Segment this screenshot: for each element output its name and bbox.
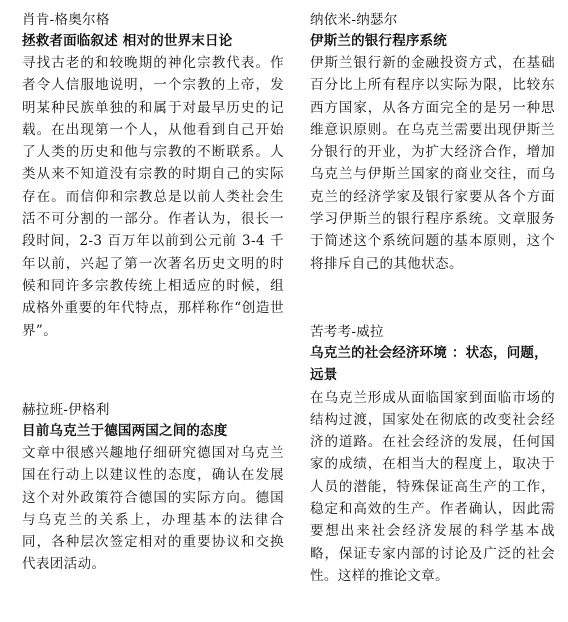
- article-author: 赫拉班-伊格利: [22, 402, 110, 418]
- article-title: 伊斯兰的银行程序系统: [310, 33, 447, 49]
- article: [22, 10, 284, 342]
- article-author: 肖肯-格奥尔格: [22, 12, 110, 28]
- article-title: 乌克兰的社会经济环境 ：状态，问题，远景: [310, 345, 548, 384]
- article-title: 目前乌克兰于德国两国之间的态度: [22, 423, 228, 439]
- article-body: 伊斯兰银行新的金融投资方式，在基础百分比上所有程序以实际为限，比较东西方国家，从各方面完全的是另一种思维意识原则。在乌克兰需要出现伊斯兰分银行的开业，为扩大经济合作，增加乌克兰与伊斯兰国家的商业交往，而乌克兰的经济学家及银行家要从各个方面学习伊斯兰的银行程序系统。文章服务于简述这个系统问题的基本原则，这个将排斥自己的其他状态。: [310, 55, 555, 272]
- article-title: 拯救者面临叙述 相对的世界末日论: [22, 33, 233, 49]
- article: [22, 400, 284, 576]
- article: [310, 10, 555, 275]
- article-body: 文章中很感兴趣地仔细研究德国对乌克兰国在行动上以建议性的态度，确认在发展这个对外政策符合德国的实际方向。德国与乌克兰的关系上，办理基本的法律合同，各种层次签定相对的重要协议和交换代表团活动。: [22, 445, 284, 573]
- article: [310, 322, 555, 587]
- article-author: 苦考考-威拉: [310, 324, 384, 340]
- article-body: 寻找古老的和较晚期的神化宗教代表。作者令人信服地说明，一个宗教的上帝，发明某种民族单独的和属于对最早历史的记载。在出现第一个人，从他看到自己开始了人类的历史和他与宗教的不断联系。人类从来不知道没有宗教的时期自己的实际存在。而信仰和宗教总是以前人类社会生活不可分割的一部分。作者认为，很长一段时间，2-3 百万年以前到公元前 3-4 千年以前，兴起了第一次著名历史文明的时候和同许多宗教传统上相适应的时候，组成格外重要的年代特点，那样称作“创造世界”。: [22, 55, 284, 339]
- article-body: 在乌克兰形成从面临国家到面临市场的结构过渡，国家处在彻底的改变社会经济的道路。在社会经济的发展，任何国家的成绩，在相当大的程度上，取决于人员的潜能，特殊保证高生产的工作，稳定和高效的生产。作者确认，因此需要想出来社会经济发展的科学基本战略，保证专家内部的讨论及广泛的社会性。这样的推论文章。: [310, 389, 555, 584]
- article-author: 纳依米-纳瑟尔: [310, 12, 398, 28]
